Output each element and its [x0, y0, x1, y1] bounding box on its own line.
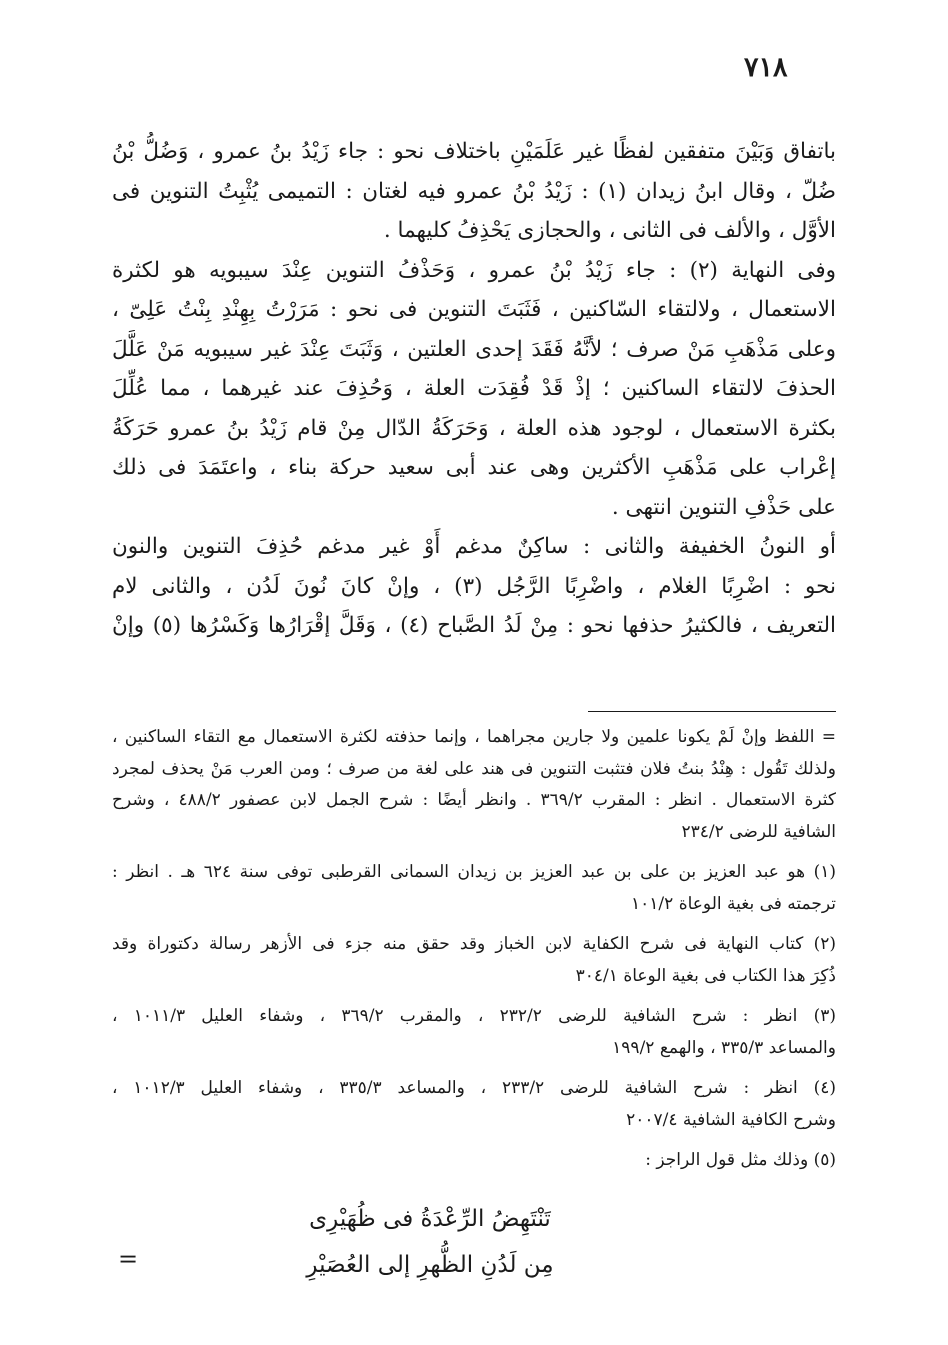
footnote-line: (١) هو عبد العزيز بن على بن عبد العزيز بن زيدان السمانى القرطبى توفى سنة ٦٢٤ هـ . انظر :: [112, 862, 836, 882]
text-line: على حَذْفِ التنوين انتهى .: [611, 494, 836, 520]
page-number: ٧١٨: [744, 52, 788, 83]
text-line: باتفاق وَبَيْنَ متفقين لفظًا غير عَلَمَيْنِ باختلاف نحو : جاء زَيْدُ بنُ عمرو ، وَضُلُّ بْنُ: [112, 139, 836, 164]
footnote-line: = اللفظ وإنْ لَمْ يكونا علمين ولا جارين مجراهما ، وإنما حذفته لكثرة الاستعمال مع التقاء الساكنين ،: [112, 727, 836, 747]
footnote-line: كثرة الاستعمال . انظر : المقرب ٣٦٩/٢ . وانظر أيضًا : شرح الجمل لابن عصفور ٤٨٨/٢ ، وشرح: [112, 790, 836, 810]
footnote-line: (٤) انظر : شرح الشافية للرضى ٢٣٣/٢ ، والمساعد ٣٣٥/٣ ، وشفاء العليل ١٠١٢/٣ ،: [112, 1078, 836, 1098]
footnote-line: ترجمته فى بغية الوعاة ١٠١/٢: [631, 893, 836, 914]
text-line: وعلى مَذْهَبِ مَنْ صرف ؛ لأنَّهُ فَقَدَ إحدى العلتين ، وَثَبَتَ عِنْدَ غير سيبويه مَنْ عَلَّلَ: [112, 336, 836, 362]
text-line: ضُلّ ، وقال ابنُ زيدان (١) : زَيْدُ بْنُ عمرو فيه لغتان : التميمى يُثْبِتُ التنوين فى: [112, 178, 836, 204]
text-line: التعريف ، فالكثيرُ حذفها نحو : مِنْ لَدُ الصَّباح (٤) ، وَقَلَّ إقْرَارُها وَكَسْرُها (٥) وإنْ: [112, 613, 836, 638]
footnote-line: ولذلك تَقُول : هِنْدُ بنتُ فلان فتثبت التنوين فى هند على لغة من صرف ؛ ومن العرب مَنْ يحذف لمجرد: [112, 758, 836, 779]
footnote-line: والمساعد ٣٣٥/٣ ، والهمع ١٩٩/٢: [612, 1037, 836, 1058]
verse-line: مِن لَدُنِ الظُّهرِ إلى العُصَيْرِ: [306, 1252, 554, 1278]
footnote-line: وشرح الكافية الشافية ٢٠٠٧/٤: [626, 1109, 836, 1130]
footnotes: [112, 722, 836, 1177]
text-line: أو النونُ الخفيفة والثانى : ساكِنٌ مدغم أَوْ غير مدغم حُذِفَ التنوين والنون: [112, 534, 836, 559]
main-text: [112, 132, 836, 646]
text-line: الحذفَ لالتقاء الساكنين ؛ إذْ قَدْ فُقِدَت العلة ، وَحُذِفَ عند غيرهما ، مما عُلِّلَ: [112, 376, 836, 401]
footnote-4: [112, 1073, 836, 1136]
text-line: وفى النهاية (٢) : جاء زَيْدُ بْنُ عمرو ، وَحَذْفُ التنوين عِنْدَ سيبويه هو لكثرة: [112, 257, 836, 283]
continuation-mark: =: [118, 1245, 139, 1273]
text-line: نحو : اضْرِبًا الغلام ، واضْرِبًا الرَّجُل (٣) ، وإنْ كانَ نُونَ لَدُن ، والثانى لام: [112, 573, 836, 599]
text-line: إعْراب على مَذْهَبِ الأكثرين وهى عند أبى سعيد حركة بناء ، واعتَمَدَ فى ذلك: [112, 455, 836, 480]
footnote-continued: [112, 722, 836, 848]
footnote-line: ذُكِرَ هذا الكتاب فى بغية الوعاة ٣٠٤/١: [575, 965, 836, 986]
footnote-divider: [588, 711, 836, 712]
footnote-line: (٣) انظر : شرح الشافية للرضى ٢٣٢/٢ ، والمقرب ٣٦٩/٢ ، وشفاء العليل ١٠١١/٣ ،: [112, 1006, 836, 1026]
footnote-2: [112, 929, 836, 992]
verse: [200, 1196, 660, 1288]
text-line: بكثرة الاستعمال ، لوجود هذه العلة ، وَحَرَكَةُ الدّال مِنْ قام زَيْدُ بنُ عمرو حَرَكَةُ: [112, 415, 836, 441]
footnote-5: [112, 1145, 836, 1177]
footnote-line: الشافية للرضى ٢٣٤/٢: [681, 821, 836, 842]
footnote-1: [112, 857, 836, 920]
text-line: الأوَّل ، والألف فى الثانى ، والحجازى يَحْذِفُ كليهما .: [383, 218, 836, 243]
footnote-line: (٢) كتاب النهاية فى شرح الكفاية لابن الخباز وقد حقق منه جزء فى الأزهر رسالة دكتوراة وقد: [112, 934, 836, 954]
text-line: الاستعمال ، ولالتقاء السّاكنين ، فَثَبَتَ التنوين فى نحو : مَرَرْتُ بِهِنْدِ بِنْتُ عَلِىّ ،: [112, 297, 836, 322]
verse-line: تَنْتَهِضُ الرِّعْدَةُ فى ظُهَيْرِى: [309, 1206, 551, 1232]
footnote-line: (٥) وذلك مثل قول الراجز :: [645, 1150, 836, 1170]
footnote-3: [112, 1001, 836, 1064]
